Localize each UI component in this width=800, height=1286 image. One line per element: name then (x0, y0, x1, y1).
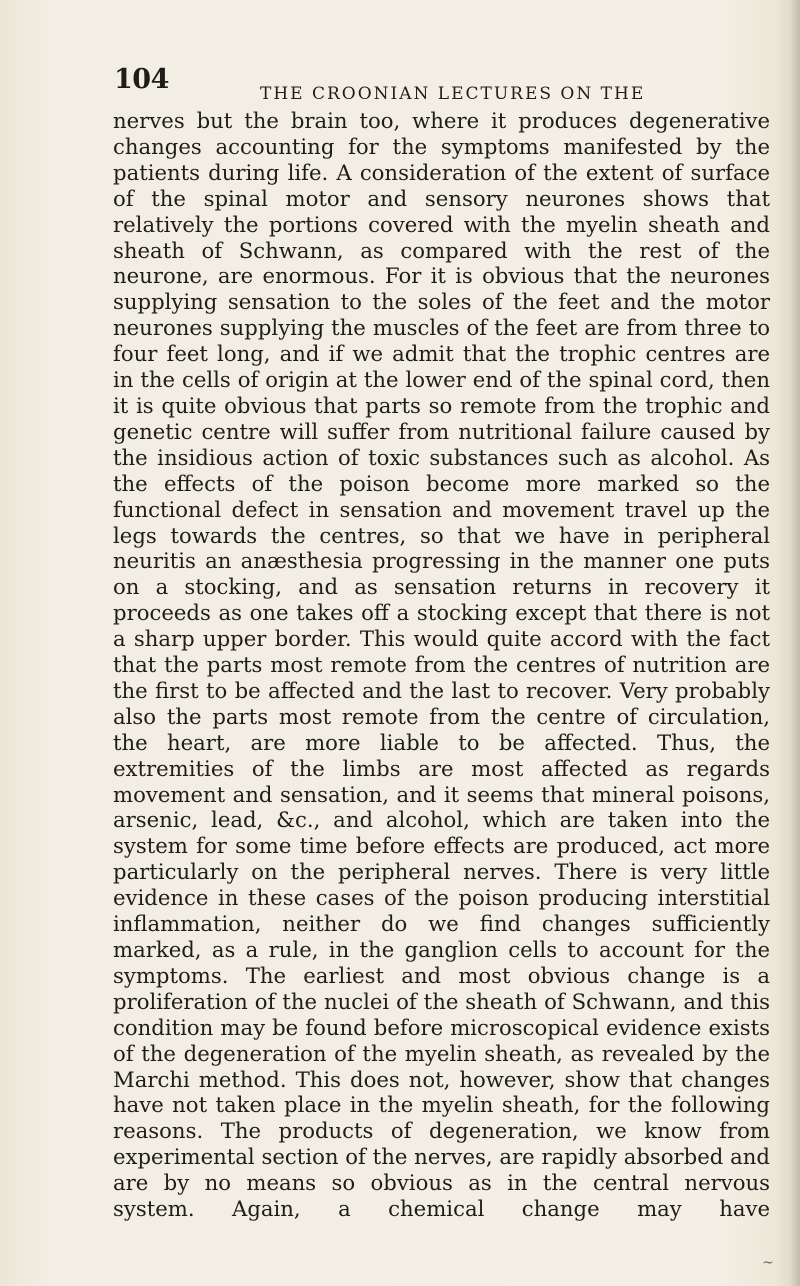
body-paragraph: nerves but the brain too, where it produces degenerative changes accounting for the symptoms manifested by the patients during life. A consideration of the extent of surface of the spinal motor and sensory neurones shows that relatively the portions covered with the myelin sheath and sheath of Schwann, as compared with the rest of the neurone, are enormous. For it is obvious that the neurones supplying sensation to the soles of the feet and the motor neurones supplying the muscles of the feet are from three to four feet long, and if we admit that the trophic centres are in the cells of origin at the lower end of the spinal cord, then it is quite obvious that parts so remote from the trophic and genetic centre will suffer from nutritional failure caused by the insidious action of toxic substances such as alcohol. As the effects of the poison become more marked so the functional defect in sensation and movement travel up the legs towards the centres, so that we have in peripheral neuritis an anæsthesia progressing in the manner one puts on a stocking, and as sensation returns in recovery it proceeds as one takes off a stocking except that there is not a sharp upper border. This would quite accord with the fact that the parts most remote from the centres of nutrition are the first to be affected and the last to recover. Very probably also the parts most remote from the centre of circulation, the heart, are more liable to be affected. Thus, the extremities of the limbs are most affected as regards movement and sensation, and it seems that mineral poisons, arsenic, lead, &c., and alcohol, which are taken into the system for some time before effects are produced, act more particularly on the peripheral nerves. There is very little evidence in these cases of the poison producing interstitial inflammation, neither do we find changes sufficiently marked, as a rule, in the ganglion cells to account for the symptoms. The earliest and most obvious change is a proliferation of the nuclei of the sheath of Schwann, and this condition may be found before microscopical evidence exists of the degeneration of the myelin sheath, as revealed by the Marchi method. This does not, however, show that changes have not taken place in the myelin sheath, for the following reasons. The products of degeneration, we know from experimental section of the nerves, are rapidly absorbed and are by no means so obvious as in the central nervous system. Again, a chemical change may have (113, 108, 770, 1222)
page-number: 104 (114, 64, 169, 95)
page-header (100, 64, 770, 110)
page-edge-shadow (790, 0, 800, 1286)
page-corner-mark: ~ (762, 1255, 774, 1271)
body-text-block (113, 108, 770, 1222)
running-title: THE CROONIAN LECTURES ON THE (260, 84, 646, 104)
